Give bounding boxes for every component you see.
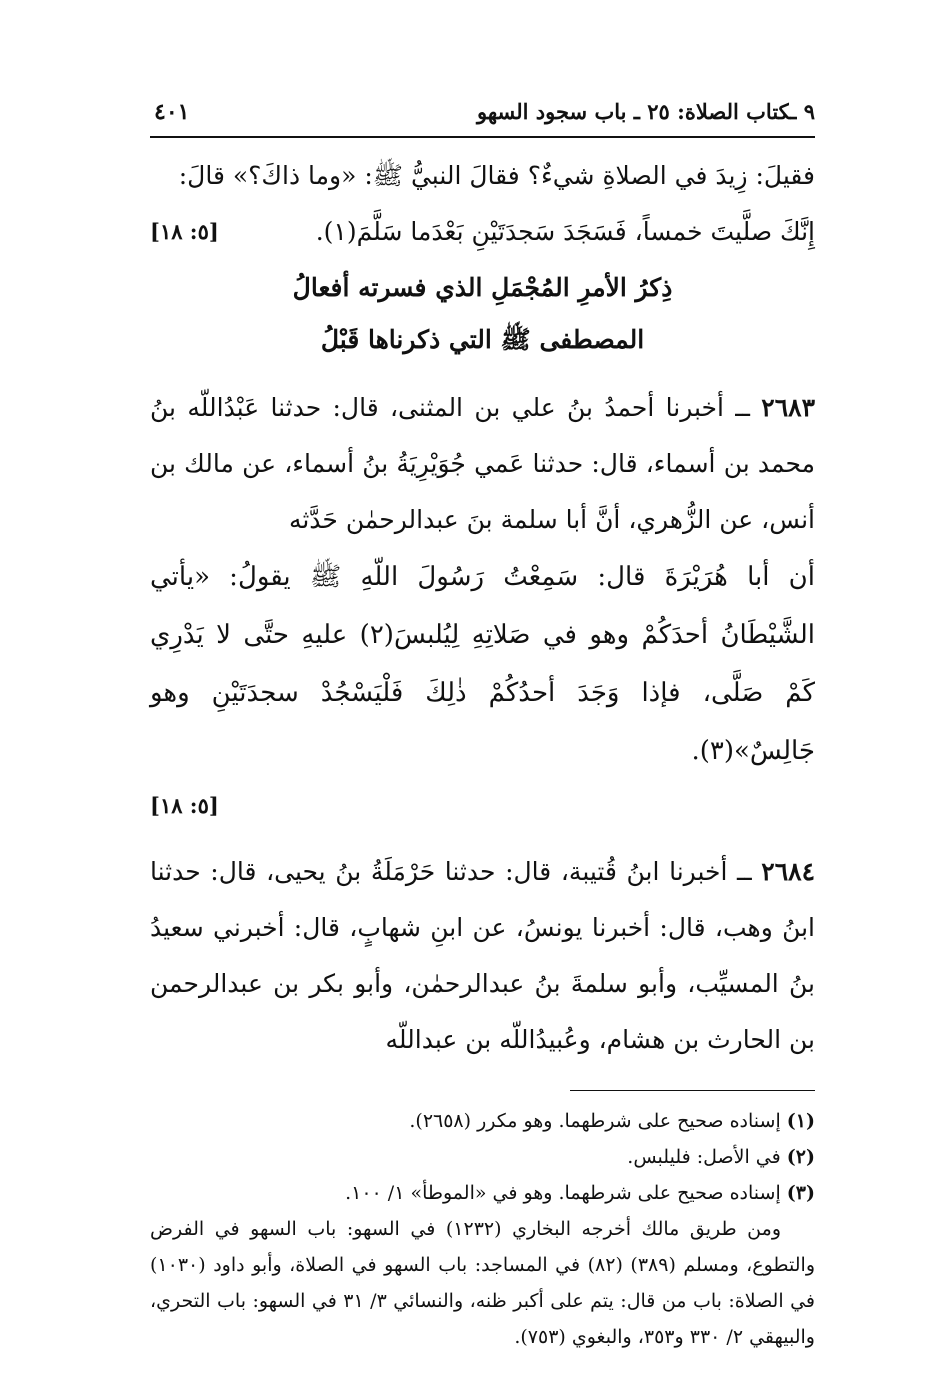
hadith-2683-citation: [٥: ١٨] bbox=[150, 793, 219, 818]
chapter-heading-line-1: ذِكرُ الأمرِ المُجْمَلِ الذي فسرته أفعالُ bbox=[292, 273, 673, 302]
footnote-2 bbox=[150, 1139, 815, 1175]
book-page bbox=[150, 88, 816, 1348]
hadith-2684 bbox=[150, 844, 815, 1068]
main-text bbox=[150, 148, 815, 1068]
running-header bbox=[150, 88, 815, 136]
footnote-text: إسناده صحيح على شرطهما. وهو في «الموطأ» ١/ ١٠٠. bbox=[345, 1182, 781, 1204]
hadith-isnad-text: ــ أخبرنا أحمدُ بنُ علي بن المثنى، قال: حدثنا عَبْدُاللّه بنُ محمد بن أسماء، قال: حدثنا عَمي جُوَيْرِيَةُ بنُ أسماء، عن مالك بن أنس، عن الزُّهري، أنَّ أبا سلمة بنَ عبدالرحمٰن حَدَّثه bbox=[150, 393, 815, 534]
header-rule bbox=[150, 136, 815, 138]
footnote-number: (٢) bbox=[786, 1146, 815, 1168]
page-number: ٤٠١ bbox=[154, 99, 190, 125]
hadith-number: ٢٦٨٤ bbox=[761, 857, 815, 886]
para-1-line-2-text: إِنَّكَ صلَّيتَ خمساً، فَسَجَدَ سَجدَتَيْنِ بَعْدَما سَلَّمَ(١). bbox=[315, 217, 815, 246]
footnote-text: في الأصل: فليلبس. bbox=[627, 1146, 781, 1168]
para-1-line-1: فقيلَ: زِيدَ في الصلاةِ شيءٌ؟ فقالَ النبيُّ ﷺ: «وما ذاكَ؟» قالَ: bbox=[178, 161, 815, 190]
citation-reference: [٥: ١٨] bbox=[150, 219, 219, 244]
footnote-number: (٣) bbox=[786, 1182, 815, 1204]
footnotes bbox=[150, 1103, 815, 1355]
footnote-3-continuation: ومن طريق مالك أخرجه البخاري (١٢٣٢) في السهو: باب السهو في الفرض والتطوع، ومسلم (٣٨٩) (٨٢) في المساجد: باب السهو في الصلاة، وأبو داود (١٠٣٠) في الصلاة: باب من قال: يتم على أكبر ظنه، والنسائي ٣/ ٣١ في السهو: باب التحري، والبيهقي ٢/ ٣٣٠ و٣٥٣، والبغوي (٧٥٣). bbox=[150, 1218, 815, 1348]
footnote-number: (١) bbox=[786, 1110, 815, 1132]
para-1-line-2 bbox=[150, 204, 815, 260]
hadith-2683-matn: أن أبا هُرَيْرَةَ قال: سَمِعْتُ رَسُولَ اللّهِ ﷺ يقولُ: «يأتي الشَّيْطَانُ أحدَكُمْ وهو في صَلاتِهِ لِيُلبسَ(٢) عليهِ حتَّى لا يَدْرِي كَمْ صَلَّى، فإذا وَجَدَ أحدُكُمْ ذٰلِكَ فَلْيَسْجُدْ سجدَتَيْنِ وهو جَالِسٌ»(٣). bbox=[150, 562, 815, 766]
hadith-2684-text: ــ أخبرنا ابنُ قُتيبة، قال: حدثنا حَرْمَلَةُ بنُ يحيى، قال: حدثنا ابنُ وهب، قال: أخبرنا يونسُ، عن ابنِ شهابٍ، قال: أخبرني سعيدُ بنُ المسيِّب، وأبو سلمةَ بنُ عبدالرحمٰن، وأبو بكر بن عبدالرحمن بن الحارث بن هشام، وعُبيدُاللّه بن عبداللّه bbox=[150, 857, 815, 1054]
hadith-number: ٢٦٨٣ bbox=[761, 393, 816, 422]
footnote-rule bbox=[570, 1090, 815, 1091]
footnote-1 bbox=[150, 1103, 815, 1139]
hadith-2683-isnad bbox=[150, 380, 815, 548]
chapter-heading bbox=[150, 262, 815, 366]
footnote-text: إسناده صحيح على شرطهما. وهو مكرر (٢٦٥٨). bbox=[409, 1110, 781, 1132]
chapter-heading-line-2: المصطفى ﷺ التي ذكرناها قَبْلُ bbox=[320, 325, 645, 354]
running-title: ٩ ـكتاب الصلاة: ٢٥ ـ باب سجود السهو bbox=[476, 99, 815, 124]
footnote-3 bbox=[150, 1175, 815, 1211]
